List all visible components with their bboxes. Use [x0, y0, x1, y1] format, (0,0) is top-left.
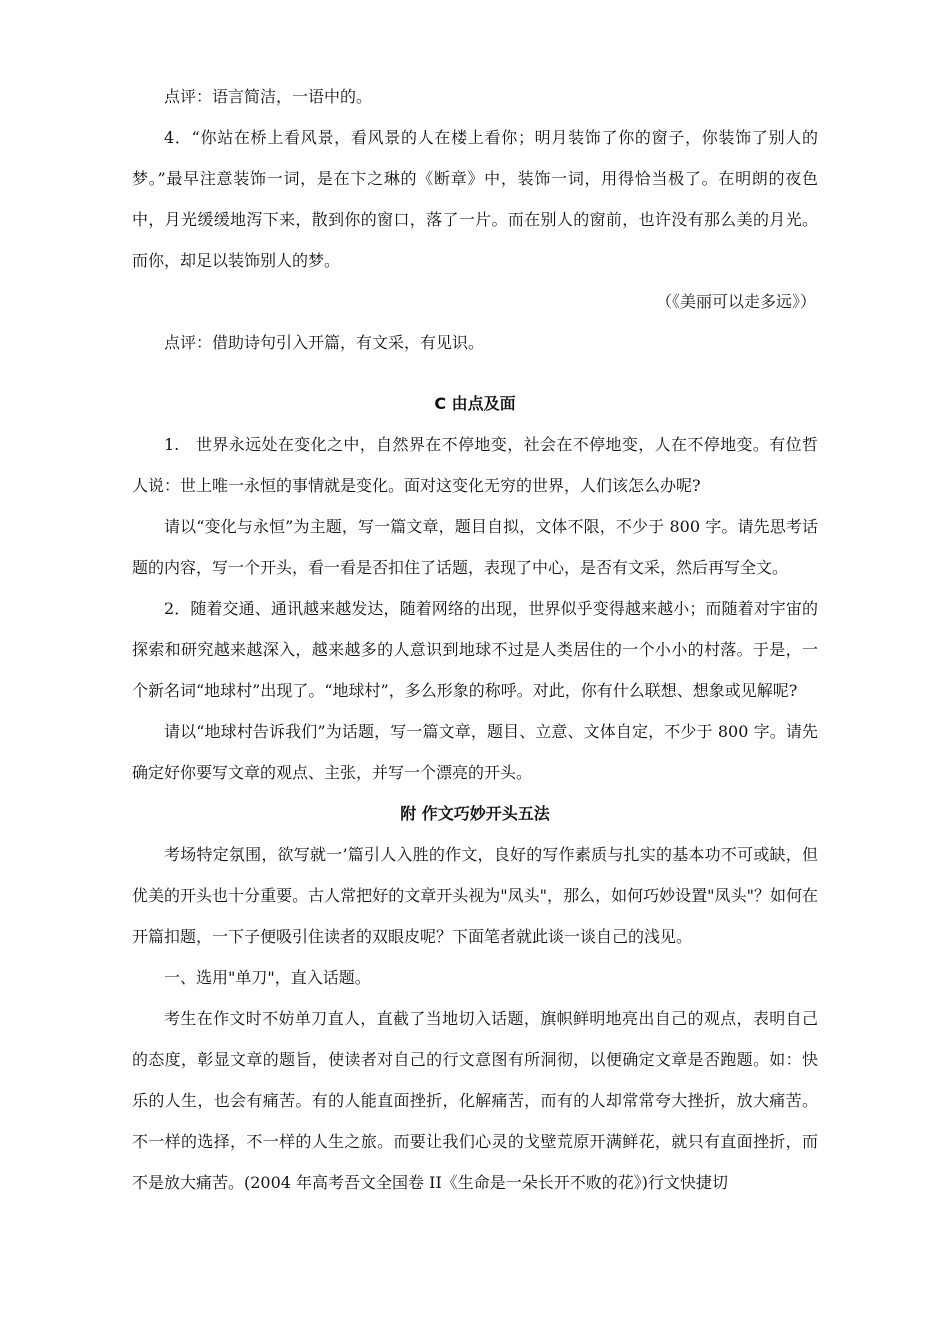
section-c-heading: C 由点及面 — [434, 394, 516, 413]
example-4-paragraph: 4．“你站在桥上看风景，看风景的人在楼上看你；明月装饰了你的窗子，你装饰了别人的梦。”最早注意装饰一词，是在卞之琳的《断章》中，装饰一词，用得恰当极了。在明朗的夜色中，月光缓缓地泻下来，散到你的窗口，落了一片。而在别人的窗前，也许没有那么美的月光。而你，却足以装饰别人的梦。 — [132, 128, 818, 270]
appendix-intro: 考场特定氛围，欲写就一’篇引人入胜的作文，良好的写作素质与扎实的基本功不可或缺，但优美的开头也十分重要。古人常把好的文章开头视为"凤头"，那么，如何巧妙设置"凤头"？如何在开篇扣题，一下子便吸引住读者的双眼皮呢？下面笔者就此谈一谈自己的浅见。 — [132, 845, 818, 946]
appendix-heading: 附 作文巧妙开头五法 — [400, 804, 550, 823]
comment-paragraph: 点评：语言简洁，一语中的。 — [164, 87, 373, 106]
exercise-2-paragraph: 2．随着交通、通讯越来越发达，随着网络的出现，世界似乎变得越来越小；而随着对宇宙的探索和研究越来越深入，越来越多的人意识到地球不过是人类居住的一个小小的村落。于是，一个新名词“地球村”出现了。“地球村”，多么形象的称呼。对此，你有什么联想、想象或见解呢? — [132, 599, 818, 700]
exercise-1-paragraph: 1. 世界永远处在变化之中，自然界在不停地变，社会在不停地变，人在不停地变。有位哲人说：世上唯一永恒的事情就是变化。面对这变化无穷的世界，人们该怎么办呢? — [132, 435, 818, 495]
source-citation: （《美丽可以走多远》） — [655, 292, 816, 311]
exercise-2-task: 请以“地球村告诉我们”为话题，写一篇文章，题目、立意、文体自定，不少于 800 字。请先确定好你要写文章的观点、主张，并写一个漂亮的开头。 — [132, 722, 818, 782]
comment-paragraph: 点评：借助诗句引入开篇，有文采，有见识。 — [164, 333, 485, 352]
exercise-1-task: 请以“变化与永恒”为主题，写一篇文章，题目自拟，文体不限，不少于 800 字。请先思考话题的内容，写一个开头，看一看是否扣住了话题，表现了中心，是否有文采，然后再写全文。 — [132, 517, 818, 577]
method-1-body: 考生在作文时不妨单刀直人，直截了当地切入话题，旗帜鲜明地亮出自己的观点，表明自己的态度，彰显文章的题旨，使读者对自己的行文意图有所洞彻，以便确定文章是否跑题。如：快乐的人生，也会有痛苦。有的人能直面挫折，化解痛苦，而有的人却常常夸大挫折，放大痛苦。不一样的选择，不一样的人生之旅。而要让我们心灵的戈壁荒原开满鲜花，就只有直面挫折，而不是放大痛苦。(2004 年高考吾文全国卷 II《生命是一朵长开不败的花》)行文快捷切 — [132, 1009, 818, 1192]
method-1-title: 一、选用"单刀"，直入话题。 — [164, 968, 371, 987]
